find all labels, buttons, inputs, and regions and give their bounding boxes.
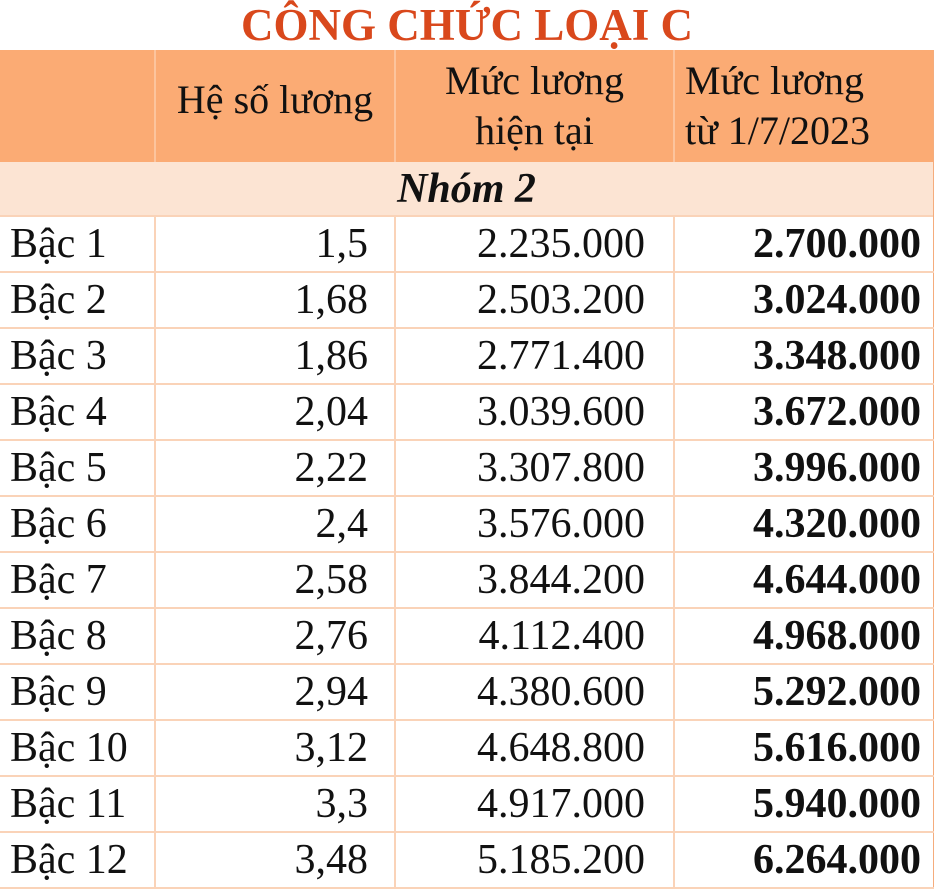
header-current-salary-line1: Mức lương	[445, 58, 624, 103]
current-salary-cell: 5.185.200	[395, 832, 674, 888]
coefficient-cell: 1,68	[155, 272, 395, 328]
group-row	[0, 162, 934, 216]
current-salary-cell: 2.235.000	[395, 216, 674, 272]
table-row	[0, 384, 934, 440]
header-new-salary-line2: từ 1/7/2023	[685, 108, 871, 153]
header-current-salary	[395, 50, 674, 162]
header-current-salary-line2: hiện tại	[475, 108, 594, 153]
current-salary-cell: 3.039.600	[395, 384, 674, 440]
title-bar	[0, 0, 934, 50]
salary-table	[0, 50, 934, 889]
table-row	[0, 608, 934, 664]
current-salary-cell: 3.576.000	[395, 496, 674, 552]
coefficient-cell: 2,76	[155, 608, 395, 664]
level-cell: Bậc 12	[0, 832, 155, 888]
coefficient-cell: 2,94	[155, 664, 395, 720]
table-row	[0, 328, 934, 384]
new-salary-cell: 2.700.000	[674, 216, 934, 272]
new-salary-cell: 4.644.000	[674, 552, 934, 608]
table-row	[0, 552, 934, 608]
new-salary-cell: 4.320.000	[674, 496, 934, 552]
current-salary-cell: 4.648.800	[395, 720, 674, 776]
level-cell: Bậc 7	[0, 552, 155, 608]
coefficient-cell: 3,3	[155, 776, 395, 832]
current-salary-cell: 3.307.800	[395, 440, 674, 496]
group-label: Nhóm 2	[0, 162, 934, 216]
new-salary-cell: 3.348.000	[674, 328, 934, 384]
coefficient-cell: 2,4	[155, 496, 395, 552]
table-row	[0, 272, 934, 328]
table-body	[0, 216, 934, 888]
current-salary-cell: 3.844.200	[395, 552, 674, 608]
table-row	[0, 720, 934, 776]
coefficient-cell: 3,12	[155, 720, 395, 776]
level-cell: Bậc 3	[0, 328, 155, 384]
coefficient-cell: 2,22	[155, 440, 395, 496]
table-header-row	[0, 50, 934, 162]
new-salary-cell: 5.616.000	[674, 720, 934, 776]
level-cell: Bậc 11	[0, 776, 155, 832]
level-cell: Bậc 6	[0, 496, 155, 552]
new-salary-cell: 3.024.000	[674, 272, 934, 328]
coefficient-cell: 3,48	[155, 832, 395, 888]
coefficient-cell: 2,04	[155, 384, 395, 440]
table-row	[0, 440, 934, 496]
table-row	[0, 496, 934, 552]
level-cell: Bậc 8	[0, 608, 155, 664]
level-cell: Bậc 2	[0, 272, 155, 328]
current-salary-cell: 4.112.400	[395, 608, 674, 664]
table-row	[0, 776, 934, 832]
new-salary-cell: 3.672.000	[674, 384, 934, 440]
header-new-salary	[674, 50, 934, 162]
page-title: CÔNG CHỨC LOẠI C	[240, 0, 694, 50]
new-salary-cell: 4.968.000	[674, 608, 934, 664]
level-cell: Bậc 10	[0, 720, 155, 776]
coefficient-cell: 1,86	[155, 328, 395, 384]
new-salary-cell: 6.264.000	[674, 832, 934, 888]
table-row	[0, 832, 934, 888]
level-cell: Bậc 9	[0, 664, 155, 720]
level-cell: Bậc 1	[0, 216, 155, 272]
header-coefficient: Hệ số lương	[155, 50, 395, 162]
current-salary-cell: 2.503.200	[395, 272, 674, 328]
table-row	[0, 216, 934, 272]
table-row	[0, 664, 934, 720]
current-salary-cell: 4.380.600	[395, 664, 674, 720]
coefficient-cell: 2,58	[155, 552, 395, 608]
coefficient-cell: 1,5	[155, 216, 395, 272]
header-new-salary-line1: Mức lương	[685, 58, 864, 103]
new-salary-cell: 3.996.000	[674, 440, 934, 496]
header-blank-cell	[0, 50, 155, 162]
level-cell: Bậc 4	[0, 384, 155, 440]
current-salary-cell: 4.917.000	[395, 776, 674, 832]
level-cell: Bậc 5	[0, 440, 155, 496]
new-salary-cell: 5.940.000	[674, 776, 934, 832]
current-salary-cell: 2.771.400	[395, 328, 674, 384]
new-salary-cell: 5.292.000	[674, 664, 934, 720]
